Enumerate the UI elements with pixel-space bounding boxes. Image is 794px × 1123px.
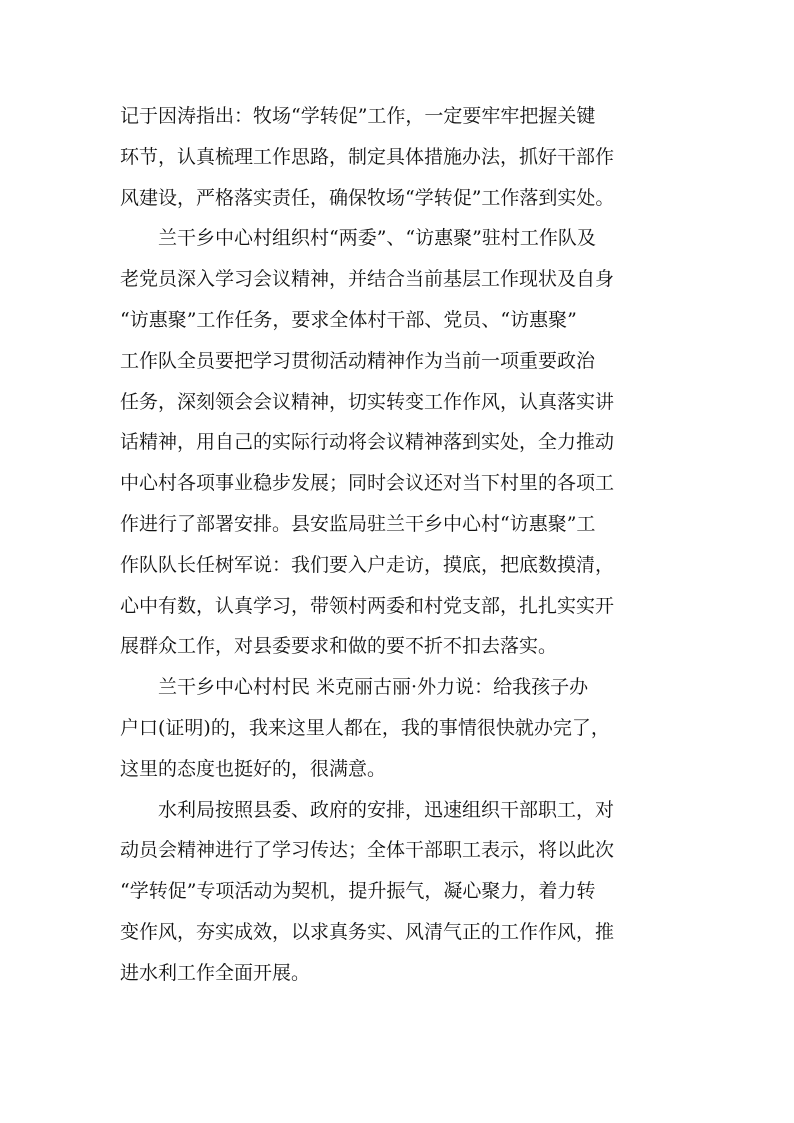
text-line: 这里的态度也挺好的，很满意。 xyxy=(120,757,387,780)
text-line: “学转促”专项活动为契机，提升振气，凝心聚力，着力转 xyxy=(120,880,596,903)
text-line: 作队队长任树军说：我们要入户走访，摸底，把底数摸清， xyxy=(120,553,615,576)
text-line: 环节，认真梳理工作思路，制定具体措施办法，抓好干部作 xyxy=(120,145,615,168)
body-text xyxy=(120,96,676,994)
text-line: 户口(证明)的，我来这里人都在，我的事情很快就办完了， xyxy=(120,716,610,739)
text-line: 记于因涛指出：牧场“学转促”工作，一定要牢牢把握关键 xyxy=(120,105,596,127)
text-line: 中心村各项事业稳步发展；同时会议还对当下村里的各项工 xyxy=(120,472,615,495)
text-line: 进水利工作全面开展。 xyxy=(120,961,311,984)
text-line: 水利局按照县委、政府的安排，迅速组织干部职工，对 xyxy=(120,798,615,821)
text-line: 兰干乡中心村组织村“两委”、“访惠聚”驻村工作队及 xyxy=(120,227,596,250)
text-line: “访惠聚”工作任务，要求全体村干部、党员、“访惠聚” xyxy=(120,308,577,331)
text-line: 话精神，用自己的实际行动将会议精神落到实处，全力推动 xyxy=(120,431,615,454)
text-line: 兰干乡中心村村民 米克丽古丽·外力说：给我孩子办 xyxy=(120,676,589,699)
text-line: 展群众工作，对县委要求和做的要不折不扣去落实。 xyxy=(120,635,558,658)
text-line: 任务，深刻领会会议精神，切实转变工作作风，认真落实讲 xyxy=(120,390,615,413)
text-line: 动员会精神进行了学习传达；全体干部职工表示，将以此次 xyxy=(120,839,615,862)
text-line: 作进行了部署安排。县安监局驻兰干乡中心村“访惠聚”工 xyxy=(120,512,596,535)
text-line: 工作队全员要把学习贯彻活动精神作为当前一项重要政治 xyxy=(120,349,596,372)
text-line: 心中有数，认真学习，带领村两委和村党支部，扎扎实实开 xyxy=(120,594,615,617)
text-line: 变作风，夯实成效，以求真务实、风清气正的工作作风，推 xyxy=(120,920,615,943)
text-line: 老党员深入学习会议精神，并结合当前基层工作现状及自身 xyxy=(120,268,615,291)
text-line: 风建设，严格落实责任，确保牧场“学转促”工作落到实处。 xyxy=(120,186,615,209)
